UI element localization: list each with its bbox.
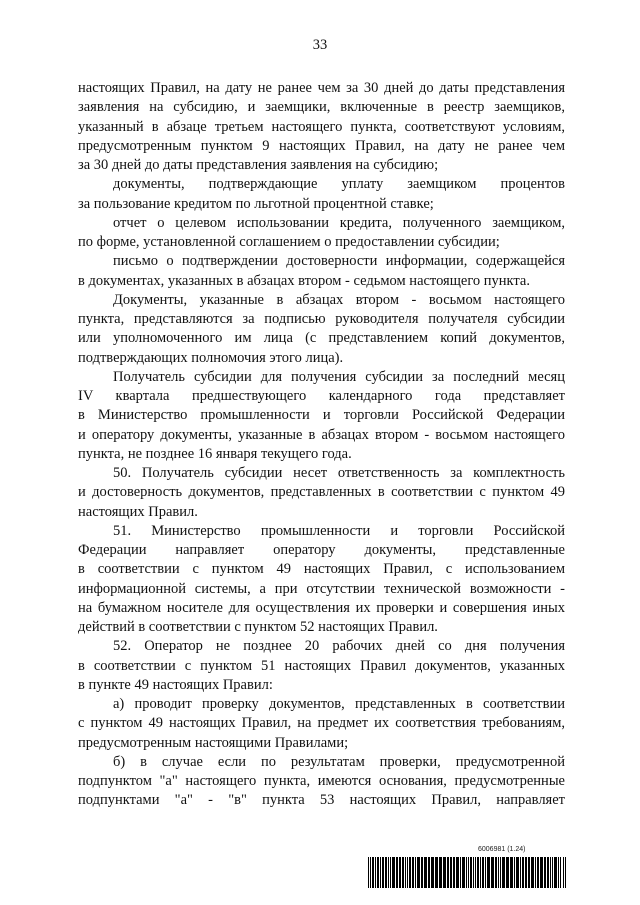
barcode-image — [368, 857, 566, 888]
barcode-bar — [392, 857, 395, 888]
barcode-bar — [554, 857, 557, 888]
barcode-bar — [514, 857, 515, 888]
text-line: по форме, установленной соглашением о предоставлении субсидии; — [78, 234, 500, 250]
barcode-bar — [552, 857, 553, 888]
barcode-bar — [510, 857, 513, 888]
barcode-bar — [412, 857, 414, 888]
text-line: а) проводит проверку документов, представленных в соответствии — [113, 696, 565, 712]
text-line: IV квартала предшествующего календарного года представляет — [78, 388, 565, 404]
text-line: подтверждающих полномочия этого лица). — [78, 349, 344, 366]
text-line: Документы, указанные в абзацах втором - восьмом настоящего — [113, 291, 565, 308]
text-line: заявления на субсидию, и заемщики, включенные в реестр заемщиков, — [78, 99, 565, 116]
text-line: в соответствии с пунктом 49 настоящих Правил, с использованием — [78, 561, 565, 578]
text-line: письмо о подтверждении достоверности информации, содержащейся — [113, 253, 565, 270]
barcode-bar — [443, 857, 446, 888]
barcode-bar — [372, 857, 374, 888]
text-line: предусмотренным настоящими Правилами; — [78, 734, 349, 751]
text-line: 50. Получатель субсидии несет ответственность за комплектность — [113, 465, 565, 481]
barcode-bar — [531, 857, 534, 888]
barcode-bar — [520, 857, 521, 888]
text-line: документы, подтверждающие уплату заемщиком процентов — [113, 176, 565, 193]
barcode-bar — [447, 857, 449, 888]
barcode-bar — [495, 857, 497, 888]
barcode-bar — [415, 857, 416, 888]
text-line: б) в случае если по результатам проверки, предусмотренной — [113, 753, 565, 770]
body-text — [78, 79, 565, 809]
barcode-bar — [544, 857, 546, 888]
text-line: Получатель субсидии для получения субсидии за последний месяц — [113, 368, 565, 385]
text-line: или уполномоченного им лица (с представлением копий документов, — [78, 330, 565, 347]
barcode-bar — [487, 857, 490, 888]
barcode-bar — [439, 857, 442, 888]
barcode-bar — [473, 857, 474, 888]
text-line: в документах, указанных в абзацах втором - седьмом настоящего пункта. — [78, 272, 530, 289]
barcode-bar — [477, 857, 479, 888]
barcode-bar — [428, 857, 430, 888]
barcode-bar — [375, 857, 376, 888]
barcode-bar — [516, 857, 519, 888]
barcode-bar — [525, 857, 527, 888]
barcode-bar — [370, 857, 371, 888]
barcode-bar — [550, 857, 551, 888]
text-line: пункта, представляются за подписью руководителя получателя субсидии — [78, 311, 565, 327]
barcode-bar — [558, 857, 559, 888]
barcode-bar — [470, 857, 472, 888]
barcode-bar — [522, 857, 524, 888]
barcode-bar — [456, 857, 459, 888]
text-line: отчет о целевом использовании кредита, полученного заемщиком, — [113, 214, 565, 231]
text-line: 51. Министерство промышленности и торговли Российской — [113, 522, 565, 539]
text-line: информационной системы, а при отсутствии технической возможности - — [78, 580, 565, 597]
barcode-bar — [380, 857, 381, 888]
text-line: за 30 дней до даты представления заявления на субсидию; — [78, 157, 439, 173]
barcode-bar — [547, 857, 549, 888]
barcode-bar — [500, 857, 501, 888]
barcode-bar — [417, 857, 420, 888]
barcode-bar — [498, 857, 499, 888]
barcode-bar — [563, 857, 564, 888]
barcode-bar — [502, 857, 505, 888]
barcode-bar — [388, 857, 389, 888]
barcode-bar — [396, 857, 398, 888]
barcode-bar — [382, 857, 384, 888]
text-line: 52. Оператор не позднее 20 рабочих дней со дня получения — [113, 638, 565, 655]
text-line: подпунктом "а" настоящего пункта, имеются основания, предусмотренные — [78, 773, 565, 789]
barcode-bar — [560, 857, 561, 888]
barcode-bar — [405, 857, 406, 888]
text-line: Федерации направляет оператору документы, представленные — [78, 542, 565, 558]
text-line: указанный в абзаце третьем настоящего пункта, соответствуют условиям, — [78, 118, 565, 135]
barcode-bar — [565, 857, 566, 888]
barcode-bar — [485, 857, 486, 888]
barcode-bar — [460, 857, 461, 888]
barcode-bar — [475, 857, 476, 888]
text-line: пункта, не позднее 16 января текущего года. — [78, 445, 352, 462]
barcode-bar — [466, 857, 467, 888]
barcode-bar — [540, 857, 543, 888]
text-line: действий в соответствии с пунктом 52 настоящих Правил. — [78, 619, 438, 635]
barcode-bar — [385, 857, 387, 888]
barcode-bar — [482, 857, 484, 888]
barcode-bar — [453, 857, 455, 888]
barcode-bar — [537, 857, 539, 888]
barcode-bar — [390, 857, 391, 888]
barcode-bar — [424, 857, 427, 888]
text-line: подпунктами "а" - "в" пункта 53 настоящих Правил, направляет — [78, 792, 565, 809]
barcode-bar — [506, 857, 509, 888]
barcode-bar — [535, 857, 536, 888]
page-number: 33 — [312, 37, 328, 53]
barcode-bar — [435, 857, 438, 888]
barcode-bar — [377, 857, 379, 888]
barcode-bar — [431, 857, 434, 888]
barcode-bar — [491, 857, 494, 888]
text-line: и достоверность документов, представленных в соответствии с пунктом 49 — [78, 484, 565, 501]
text-line: предусмотренным пунктом 9 настоящих Правил, на дату не ранее чем — [78, 137, 565, 154]
text-line: с пунктом 49 настоящих Правил, на предмет их соответствия требованиям, — [78, 715, 565, 732]
barcode-bar — [402, 857, 404, 888]
text-line: в соответствии с пунктом 51 настоящих Правил документов, указанных — [78, 657, 565, 674]
barcode-bar — [450, 857, 452, 888]
text-line: за пользование кредитом по льготной процентной ставке; — [78, 195, 434, 212]
barcode-bar — [399, 857, 401, 888]
barcode-bar — [468, 857, 469, 888]
barcode-bar — [421, 857, 423, 888]
barcode-bar — [528, 857, 530, 888]
barcode-bar — [409, 857, 411, 888]
text-line: в пункте 49 настоящих Правил: — [78, 676, 273, 693]
barcode-bar — [407, 857, 408, 888]
text-line: на бумажном носителе для осуществления их проверки и совершения иных — [78, 599, 565, 616]
text-line: настоящих Правил, на дату не ранее чем за 30 дней до даты представления — [78, 80, 565, 96]
text-line: и оператору документы, указанные в абзацах втором - восьмом настоящего — [78, 426, 565, 443]
barcode-bar — [368, 857, 369, 888]
text-line: в Министерство промышленности и торговли Российской Федерации — [78, 407, 565, 424]
barcode-bar — [462, 857, 465, 888]
text-line: настоящих Правил. — [78, 503, 198, 520]
barcode-bar — [480, 857, 481, 888]
barcode-label: 6006981 (1.24) — [478, 846, 526, 853]
